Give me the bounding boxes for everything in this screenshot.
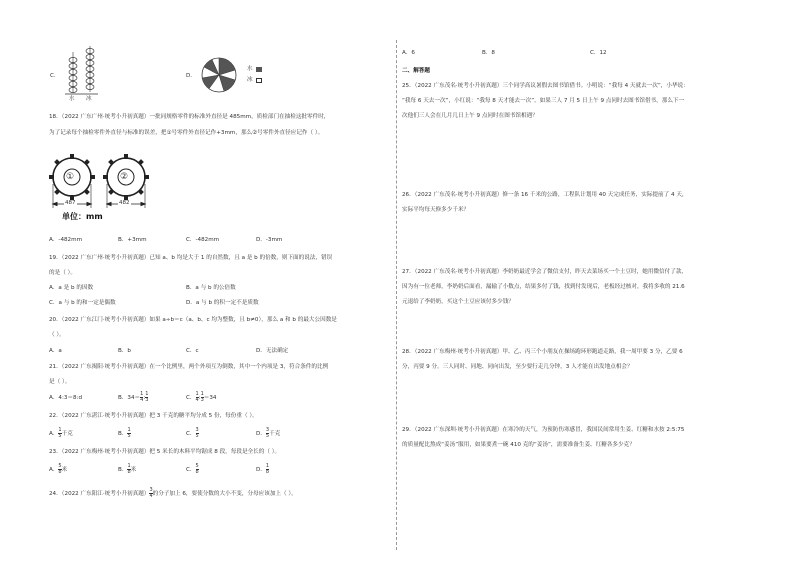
q22-option-c: C． $\frac{3}{5}$	[186, 427, 199, 439]
q23-option-a: A． $\frac{5}{8}$ 米	[49, 463, 68, 475]
section-heading: 二、解答题	[402, 68, 430, 74]
q18-option-b: B．+3mm	[118, 237, 147, 243]
column-divider	[396, 40, 397, 550]
q20-line2: （ ）。	[49, 332, 65, 338]
q25-line2: “我每 6 天去一次”，小红说：“我每 8 天才能去一次”。如果三人 7 月 5 日上午 9 点同时去图书馆借书，那么下一	[402, 98, 685, 104]
gear-one-number: ①	[66, 172, 75, 182]
q20-option-a: A．a	[49, 348, 62, 354]
q24-option-b: B．8	[482, 50, 495, 56]
q24-option-a: A．6	[402, 50, 415, 56]
q29-line1: 29．（2022 广东深圳·统考小升初真题）在寒冷的天气，为预防伤寒感冒，我国民间常用生姜、红糖和水按 2:5:75	[402, 427, 685, 433]
q18-option-d: D．-3mm	[256, 237, 283, 243]
gear-two-number: ②	[120, 172, 129, 182]
q21-option-c: C． $\frac{1}{4}$ : $\frac{1}{3}$ ＝34	[186, 391, 217, 403]
q24-option-c: C．12	[590, 50, 607, 56]
gear-one-dimension: 487	[65, 200, 76, 206]
abacus-label-water: 水	[69, 96, 75, 102]
q19-option-b: B．a 与 b 的公倍数	[186, 285, 236, 291]
q27-line3: 元退给了李奶奶，买这个土豆应该付多少钱？	[402, 299, 514, 305]
q22-line1: 22．（2022 广东湛江·统考小升初真题）把 3 千克的糖平均分成 5 份，每份重（ ）。	[49, 413, 258, 419]
q25-line3: 次他们三人会在几月几日上午 9 点同时在图书馆相遇？	[402, 113, 538, 119]
q24-line1: 24．（2022 广东阳江·统考小升初真题） $\frac{3}{4}$ 的分子加上 6，要使分数的大小不变，分母应该加上（ ）。	[49, 487, 297, 499]
q20-option-b: B．b	[118, 348, 131, 354]
q27-line2: 因为有一位老师，李奶奶后面看，漏输了小数点，结果多付了钱，找到付发现后，老板经过核对，我将多收的 21.6	[402, 284, 685, 290]
pie-legend-ice: 冰	[247, 77, 253, 83]
q26-line1: 26．（2022 广东茂名·统考小升初真题）修一条 16 千米的公路，工程队计划用 40 天完成任务，实际提前了 4 天，	[402, 192, 688, 198]
q22-option-b: B． $\frac{1}{5}$	[118, 427, 131, 439]
q26-line2: 实际平均每天修多少千米？	[402, 207, 470, 213]
pie-legend-swatch-light	[256, 78, 262, 83]
q21-line2: 是（ ）。	[49, 379, 71, 385]
q21-option-b: B．34＝ $\frac{1}{4}$ : $\frac{1}{3}$	[118, 391, 149, 403]
q23-option-b: B． $\frac{1}{8}$ 米	[118, 463, 137, 475]
q22-option-d: D． $\frac{3}{5}$ 千克	[256, 427, 281, 439]
q19-line2: 的是（ ）。	[49, 270, 76, 276]
pie-legend-swatch-dark	[256, 67, 262, 72]
q27-line1: 27．（2022 广东茂名·统考小升初真题）李奶奶最近学会了微信支付，昨天去菜场买一个土豆时，她用微信付了款，	[402, 269, 688, 275]
q19-option-d: D．a 与 b 的积一定不是质数	[186, 300, 259, 306]
q21-line1: 21．（2022 广东揭阳·统考小升初真题）在一个比例里，两个外项互为倒数，其中一个内项是 3，符合条件的比例	[49, 364, 329, 370]
pie-figure	[200, 56, 238, 94]
q29-line2: 的质量配比熬成“姜汤”服用，如果要煮一碗 410 克的“姜汤”，需要准备生姜、红糖各多少克？	[402, 442, 635, 448]
pie-legend-water: 水	[247, 66, 253, 72]
q21-option-a: A．4:3＝8:d	[49, 395, 83, 401]
gear-unit-label: 单位：mm	[62, 212, 103, 221]
q23-option-d: D． $\frac{1}{8}$	[256, 463, 270, 475]
q25-line1: 25．（2022 广东茂名·统考小升初真题）三个同学高议暑假去图书馆借书。小明说：“我每 4 天就去一次”，小华说：	[402, 83, 689, 89]
q19-option-a: A．a 是 b 的因数	[49, 285, 94, 291]
abacus-label-ice: 冰	[86, 96, 92, 102]
q18-option-a: A．-482mm	[49, 237, 83, 243]
q22-option-a: A． $\frac{1}{5}$ 千克	[49, 427, 73, 439]
q19-line1: 19．（2022 广东广州·统考小升初真题）已知 a、b 均是大于 1 的自然数，且 a 是 b 的倍数，则下面的说法，错误	[49, 255, 333, 261]
q28-line1: 28．（2022 广东梅州·统考小升初真题）甲、乙、丙三个小朋友在操场跑环形跑道走路，我一周甲要 3 分，乙要 6	[402, 349, 683, 355]
option-c-label: C.	[50, 73, 56, 79]
q18-line1: 18．（2022 广东广州·统考小升初真题）一批同规格零件的标准外直径是 485mm，质检部门在抽检这批零件时，	[49, 114, 330, 120]
q20-option-c: C．c	[186, 348, 199, 354]
gear-two-dimension: 482	[119, 200, 130, 206]
option-d-label: D.	[186, 73, 193, 79]
q19-option-c: C．a 与 b 的和一定是偶数	[49, 300, 116, 306]
q28-line2: 分，丙要 9 分。三人同时、同地、同向出发，至少要行走几分钟，3 人才能在出发地点相会？	[402, 364, 633, 370]
gears-figure	[44, 146, 174, 222]
q18-option-c: C．-482mm	[186, 237, 220, 243]
q20-line1: 20．（2022 广东江门·统考小升初真题）如果 a÷b＝c（a、b、c 均为整数，且 b≠0），那么 a 和 b 的最大公因数是	[49, 317, 337, 323]
q23-option-c: C． $\frac{5}{8}$	[186, 463, 199, 475]
q18-line2: 为了记录每个抽检零件外直径与标准的误差，把①号零件外直径记作+3mm，那么②号零件外直径应记作（ ）。	[49, 130, 324, 136]
q20-option-d: D．无法确定	[256, 348, 289, 354]
q23-line1: 23．（2022 广东梅州·统考小升初真题）把 5 米长的木料平均锯成 8 段，每段是全长的（ ）。	[49, 449, 281, 455]
